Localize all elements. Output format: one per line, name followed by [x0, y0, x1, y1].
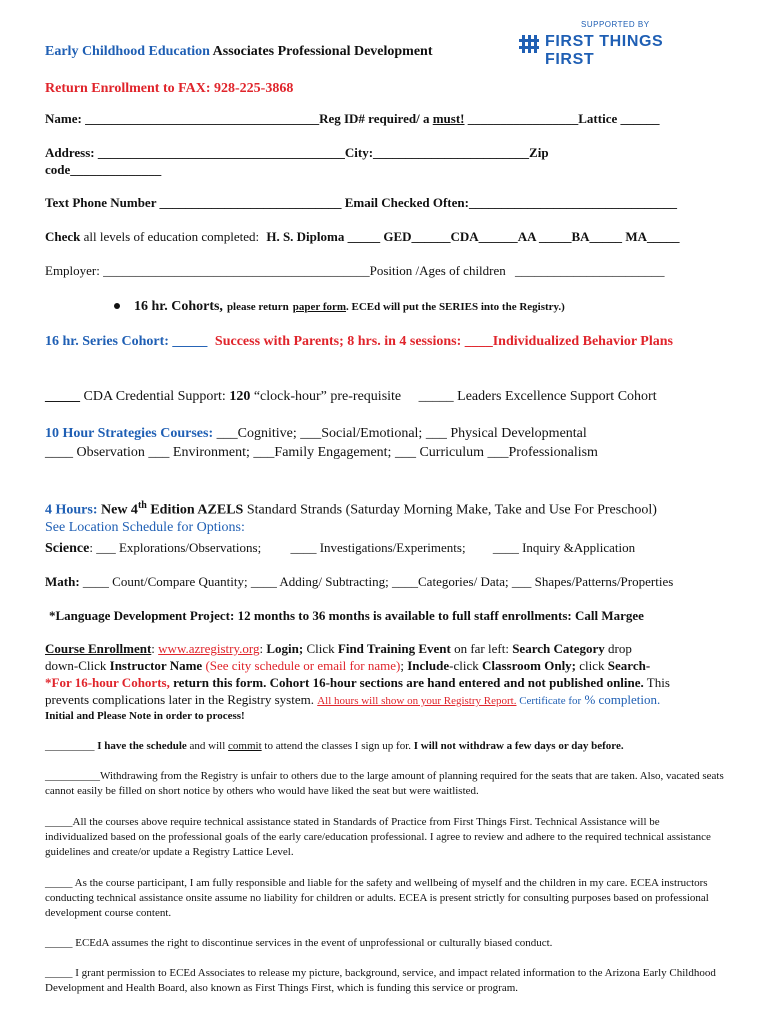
education-row — [45, 229, 679, 245]
statement-discontinue[interactable]: _____ ECEdA assumes the right to discontinue services in the event of unprofessional or culturally biased conduct. — [45, 937, 553, 949]
statement-schedule — [45, 740, 624, 752]
check-text: all levels of education completed: — [83, 229, 260, 244]
math-options[interactable]: ____ Count/Compare Quantity; ____ Adding/ Subtracting; ____Categories/ Data; ___ Shapes/Patterns/Properties — [82, 574, 674, 589]
employer-label: Employer: — [45, 263, 100, 278]
phone-label: Text Phone Number — [45, 195, 157, 210]
enrollment-t3: on far left: — [450, 641, 513, 656]
enrollment-line-4 — [45, 692, 660, 708]
enrollment-t2: Click — [303, 641, 338, 656]
science-inquiry[interactable]: ____ Inquiry &Application — [492, 540, 636, 555]
instructor-name-text: Instructor Name — [109, 658, 203, 673]
statement-mid2: to attend the classes I sign up for. — [261, 740, 414, 752]
statement-withdrawing[interactable]: __________Withdrawing from the Registry is unfair to others due to the large amount of planning required for the seats that are taken. Also, vacated seats cannot easily be filled on short notice by others who would have liked the seat but were waitlisted. — [45, 770, 724, 797]
statement-technical-assistance[interactable]: _____All the courses above require technical assistance stated in Standards of Practice from First Things First. Technical Assistance will be individualized based on the professional goals of the early care/education professional. I agree to review and adhere to the required technical assistance guidelines and create/or update a Registry Lattice Level. — [45, 816, 711, 858]
certificate-text: Certificate for — [516, 695, 582, 707]
enrollment-colon: : — [151, 641, 159, 656]
name-label: Name: — [45, 111, 82, 126]
strategies-row-1 — [45, 426, 587, 442]
address-label: Address: — [45, 145, 95, 160]
email-label: Email Checked Often: — [344, 195, 469, 210]
series-label[interactable]: 16 hr. Series Cohort: _____ — [45, 334, 208, 349]
ma-field[interactable]: MA_____ — [625, 229, 680, 244]
cohort-text2: . ECEd will put the SERIES into the Registry.) — [346, 301, 565, 313]
science-investigations[interactable]: ____ Investigations/Experiments; — [290, 540, 466, 555]
cda-hours: 120 — [229, 389, 251, 404]
check-label: Check — [45, 229, 81, 244]
reg-id-label: Reg ID# required/ a — [319, 111, 430, 126]
enrollment-line-1 — [45, 641, 632, 657]
email-field[interactable]: ________________________________ — [468, 195, 677, 210]
zip-label: Zip — [529, 145, 549, 160]
ibp-option: Individualized Behavior Plans — [492, 334, 673, 349]
azels-th: th — [137, 500, 147, 511]
cohort-bullet — [114, 297, 565, 315]
logo-name: FIRST THINGS FIRST — [545, 33, 664, 68]
enrollment-label: Course Enrollment — [45, 641, 152, 656]
statement-liability[interactable]: _____ As the course participant, I am fully responsible and liable for the safety and wellbeing of myself and the children in my care. ECEA instructors conducting technical assistance onsite assume no liability for children or adults. ECEA is present strictly for consulting purposes based on professional development course content. — [45, 877, 709, 919]
science-row — [45, 540, 635, 557]
include-text: Include — [407, 658, 450, 673]
success-parents-option[interactable]: Success with Parents; 8 hrs. in 4 sessions: ____ — [214, 334, 493, 349]
zip-code-row — [45, 162, 161, 178]
enrollment-t5: ; — [400, 658, 408, 673]
azels-label: 4 Hours: — [45, 502, 98, 518]
initial-field-1[interactable]: _________ — [45, 740, 98, 752]
hs-diploma-field[interactable]: H. S. Diploma _____ — [266, 229, 381, 244]
ged-field[interactable]: GED______ — [383, 229, 451, 244]
enrollment-line-3 — [45, 675, 670, 691]
azels-edition: Edition AZELS — [150, 502, 244, 518]
math-row — [45, 574, 673, 590]
bullet-icon — [114, 303, 120, 309]
login-text: Login; — [266, 641, 304, 656]
cda-prereq-text: “clock-hour” pre-requisite — [253, 389, 402, 404]
leaders-cohort-option[interactable]: _____ Leaders Excellence Support Cohort — [418, 389, 657, 404]
name-field[interactable]: ____________________________________ — [85, 111, 320, 126]
aa-field[interactable]: AA _____ — [517, 229, 572, 244]
prevents-text: prevents complications later in the Registry system. — [45, 692, 314, 707]
cohort-16-note: *For 16-hour Cohorts, — [45, 675, 170, 690]
supported-by-label: SUPPORTED BY — [581, 20, 650, 29]
name-row — [45, 111, 659, 127]
math-label: Math: — [45, 574, 80, 589]
see-city-note: (See city schedule or email for name) — [205, 658, 401, 673]
cohort-text1: please return — [226, 301, 289, 313]
cda-support-text: CDA Credential Support: — [83, 389, 226, 404]
science-label: Science — [45, 541, 90, 556]
location-schedule: See Location Schedule for Options: — [45, 520, 245, 535]
city-label: City: — [344, 145, 374, 160]
reg-id-field[interactable]: _________________ — [467, 111, 579, 126]
science-explorations[interactable]: : ___ Explorations/Observations; — [89, 540, 262, 555]
ftf-mark-icon — [519, 35, 539, 53]
enrollment-t7: click — [576, 658, 608, 673]
cohort-bold: 16 hr. Cohorts, — [134, 299, 223, 314]
enrollment-line-2 — [45, 658, 650, 674]
statement-permission[interactable]: _____ I grant permission to ECEd Associates to release my picture, background, service, and impact related information to the Arizona Early Childhood Development and Health Board, also known as First Things First, which is funding this service or program. — [45, 967, 716, 994]
completion-text: % completion. — [581, 692, 661, 707]
azels-row — [45, 500, 657, 519]
ba-field[interactable]: BA_____ — [571, 229, 623, 244]
language-project-note: *Language Development Project: 12 months to 36 months is available to full staff enrollments: Call Margee — [49, 608, 644, 623]
first-things-first-logo — [519, 20, 709, 68]
series-cohort-row — [45, 334, 673, 350]
position-field[interactable]: _______________________ — [515, 263, 665, 278]
initial-note: Initial and Please Note in order to process! — [45, 710, 245, 722]
registry-link[interactable]: www.azregistry.org — [158, 641, 260, 656]
enrollment-t6: -click — [449, 658, 482, 673]
classroom-only-text: Classroom Only; — [482, 658, 577, 673]
strategies-row-2[interactable]: ____ Observation ___ Environment; ___Family Engagement; ___ Curriculum ___Professionalism — [45, 445, 598, 460]
city-field[interactable]: ________________________ — [373, 145, 530, 160]
employer-field[interactable]: _________________________________________ — [103, 263, 370, 278]
strategies-label: 10 Hour Strategies Courses: — [45, 426, 214, 441]
search-text: Search- — [607, 658, 651, 673]
paper-form-text: paper form — [292, 301, 347, 313]
cda-support-row — [45, 389, 657, 405]
strategies-options-1[interactable]: ___Cognitive; ___Social/Emotional; ___ Physical Developmental — [216, 426, 587, 441]
phone-field[interactable]: ____________________________ — [159, 195, 342, 210]
commit-text: commit — [228, 740, 262, 752]
enrollment-line2a: down-Click — [45, 658, 110, 673]
employer-row — [45, 263, 665, 279]
code-label: code — [45, 162, 71, 177]
reg-must: must! — [432, 111, 465, 126]
position-label: Position /Ages of children — [369, 263, 506, 278]
zip-field[interactable]: ______________ — [70, 162, 162, 177]
return-form-note: return this form. Cohort 16-hour sections are hand entered and not published online. — [169, 675, 644, 690]
no-withdraw-bold: I will not withdraw a few days or day before. — [413, 740, 624, 752]
fax-line: Return Enrollment to FAX: 928-225-3868 — [45, 81, 294, 96]
enrollment-t4: drop — [604, 641, 632, 656]
phone-email-row — [45, 195, 677, 211]
cda-support-field[interactable]: _____ — [45, 389, 80, 404]
enrollment-t1: : — [259, 641, 267, 656]
enrollment-this: This — [643, 675, 670, 690]
lattice-field[interactable]: ______ — [620, 111, 660, 126]
statement-mid: and will — [186, 740, 229, 752]
schedule-bold: I have the schedule — [97, 740, 187, 752]
title-blue: Early Childhood Education — [45, 44, 210, 59]
address-field[interactable]: ______________________________________ — [97, 145, 345, 160]
azels-description: Standard Strands (Saturday Morning Make, Take and Use For Preschool) — [246, 502, 657, 518]
cda-field[interactable]: CDA______ — [450, 229, 518, 244]
azels-new: New 4 — [101, 502, 138, 518]
find-training-text: Find Training Event — [337, 641, 451, 656]
lattice-label: Lattice — [578, 111, 618, 126]
title-rest: Associates Professional Development — [212, 44, 433, 59]
address-row — [45, 145, 549, 161]
search-category-text: Search Category — [512, 641, 605, 656]
all-hours-note: All hours will show on your Registry Report. — [317, 695, 517, 707]
page-title — [45, 44, 433, 60]
